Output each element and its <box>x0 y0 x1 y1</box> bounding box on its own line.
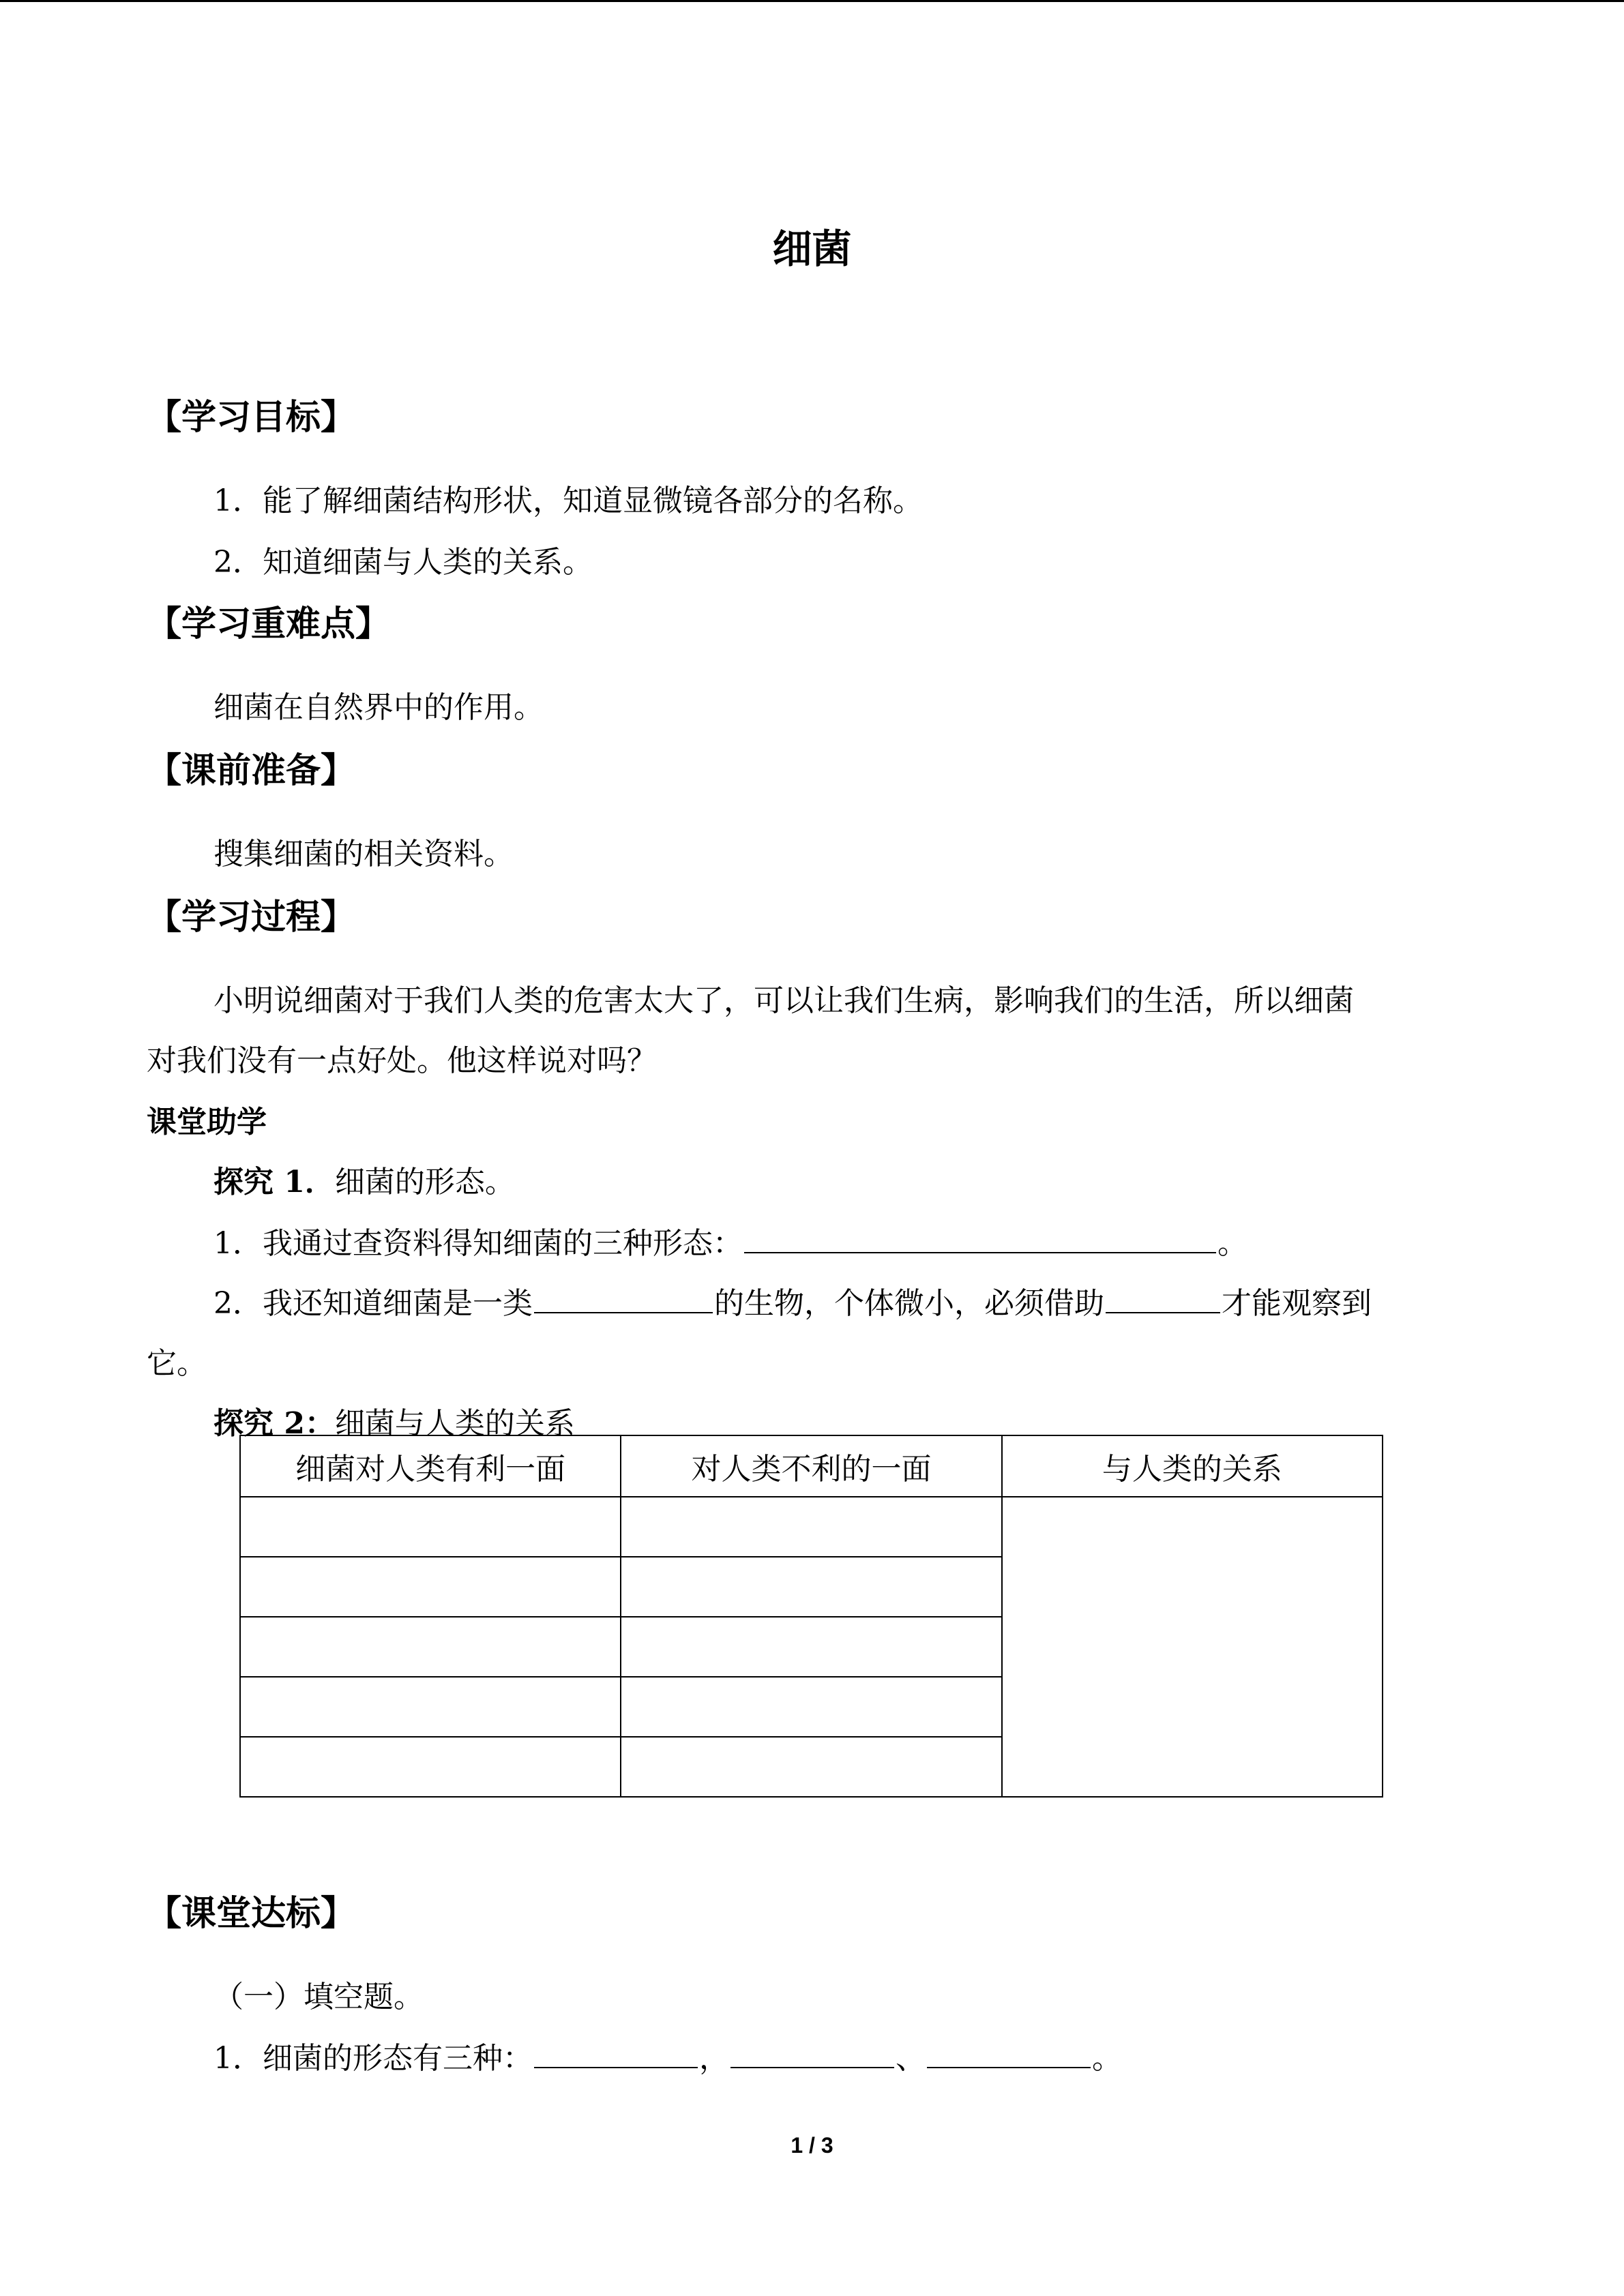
page-title: 细菌 <box>772 226 852 272</box>
table-cell-benefit[interactable] <box>240 1677 621 1737</box>
explore-1-line <box>213 1157 515 1201</box>
table-header-harm: 对人类不利的一面 <box>621 1435 1001 1497</box>
table-cell-harm[interactable] <box>621 1737 1001 1797</box>
process-intro-line-2: 对我们没有一点好处。他这样说对吗？ <box>147 1043 657 1078</box>
page-number: 1 / 3 <box>791 2133 833 2158</box>
explore-1-title: 细菌的形态。 <box>334 1165 515 1199</box>
table-cell-benefit[interactable] <box>240 1497 621 1557</box>
answer-blank[interactable] <box>534 1282 713 1313</box>
explore-1-q1-end: 。 <box>1217 1226 1247 1261</box>
bacteria-human-relation-table <box>239 1435 1383 1798</box>
process-intro-line-1: 小明说细菌对于我们人类的危害太大了，可以让我们生病，影响我们的生活，所以细菌 <box>213 983 1354 1018</box>
explore-1-question-2 <box>213 1279 1372 1322</box>
explore-2-label: 探究 2： <box>213 1406 335 1441</box>
practice-q1-end: 。 <box>1092 2041 1122 2076</box>
answer-blank[interactable] <box>927 2037 1091 2068</box>
practice-part-1: （一）填空题。 <box>213 1980 424 2014</box>
explore-2-title: 细菌与人类的关系 <box>334 1406 575 1441</box>
practice-q1-sep-1: ， <box>699 2041 729 2076</box>
answer-blank[interactable] <box>1106 1282 1220 1313</box>
key-points-text: 细菌在自然界中的作用。 <box>213 690 544 725</box>
answer-blank[interactable] <box>534 2037 698 2068</box>
goal-item-2: 2．知道细菌与人类的关系。 <box>213 545 593 580</box>
preparation-text: 搜集细菌的相关资料。 <box>213 837 514 871</box>
table-cell-harm[interactable] <box>621 1677 1001 1737</box>
explore-1-q1-text: 1．我通过查资料得知细菌的三种形态： <box>213 1226 743 1261</box>
explore-1-q2-middle: 的生物，个体微小，必须借助 <box>714 1286 1104 1321</box>
table-header-relation: 与人类的关系 <box>1002 1435 1383 1497</box>
explore-1-label: 探究 1． <box>213 1165 335 1199</box>
preparation-heading: 【课前准备】 <box>147 751 356 791</box>
practice-q1-sep-2: 、 <box>896 2041 926 2076</box>
practice-question-1 <box>213 2033 1122 2077</box>
goals-heading: 【学习目标】 <box>147 398 356 438</box>
process-heading: 【学习过程】 <box>147 897 356 938</box>
explore-1-q2-text: 2．我还知道细菌是一类 <box>213 1286 533 1321</box>
classroom-help-subheading: 课堂助学 <box>147 1105 267 1139</box>
practice-heading: 【课堂达标】 <box>147 1894 356 1934</box>
table-cell-relation[interactable] <box>1002 1497 1383 1797</box>
answer-blank[interactable] <box>744 1222 1216 1253</box>
top-border-line <box>0 0 1624 2</box>
table-cell-benefit[interactable] <box>240 1617 621 1677</box>
explore-1-question-1 <box>213 1219 1247 1262</box>
table-cell-benefit[interactable] <box>240 1737 621 1797</box>
practice-q1-text: 1．细菌的形态有三种： <box>213 2041 533 2076</box>
answer-blank[interactable] <box>730 2037 894 2068</box>
explore-1-q2-end: 才能观察到 <box>1222 1286 1372 1321</box>
table-cell-benefit[interactable] <box>240 1557 621 1617</box>
table-header-benefit: 细菌对人类有利一面 <box>240 1435 621 1497</box>
table-cell-harm[interactable] <box>621 1497 1001 1557</box>
goal-item-1: 1．能了解细菌结构形状，知道显微镜各部分的名称。 <box>213 483 923 518</box>
explore-1-question-2-continued: 它。 <box>147 1346 207 1381</box>
table-cell-harm[interactable] <box>621 1617 1001 1677</box>
key-points-heading: 【学习重难点】 <box>147 604 391 644</box>
table-cell-harm[interactable] <box>621 1557 1001 1617</box>
